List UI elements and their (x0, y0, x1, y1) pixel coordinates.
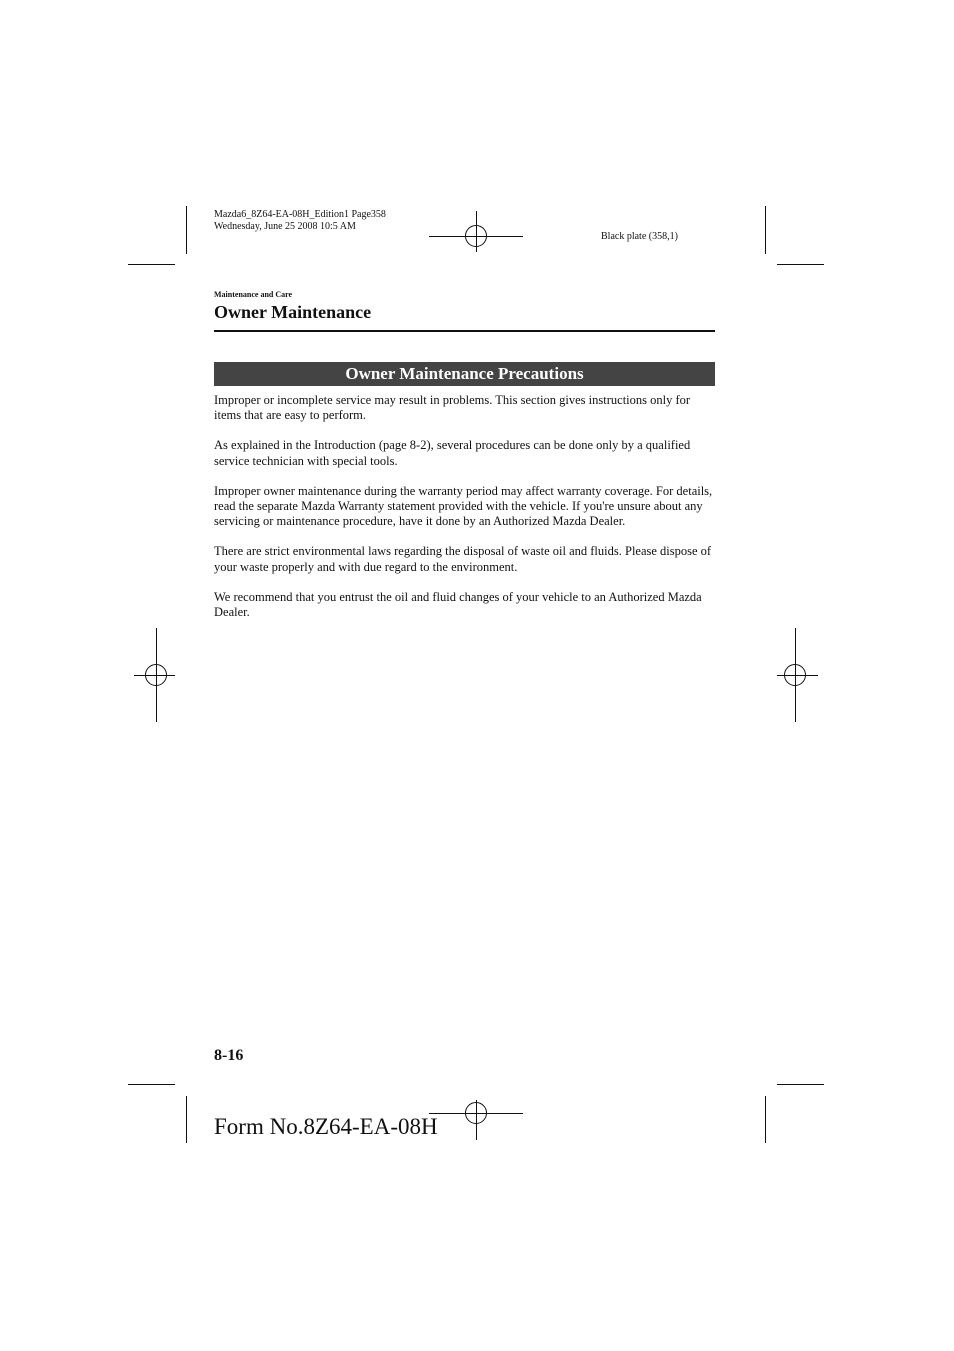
print-metadata-date: Wednesday, June 25 2008 10:5 AM (214, 221, 356, 232)
crop-mark-top-right-vertical (765, 206, 766, 254)
crop-mark-bottom-right-horizontal (777, 1084, 824, 1085)
crop-mark-bottom-left-horizontal (128, 1084, 175, 1085)
crop-mark-top-left-horizontal (128, 264, 175, 265)
title-rule (214, 330, 715, 332)
paragraph: As explained in the Introduction (page 8-2), several procedures can be done only by a qualified service technician with special tools. (214, 438, 691, 468)
crop-mark-top-right-horizontal (777, 264, 824, 265)
form-number: Form No.8Z64-EA-08H (214, 1114, 438, 1139)
paragraph: Improper or incomplete service may result in problems. This section gives instructions only for items that are easy to perform. (214, 393, 691, 423)
body-text (214, 393, 717, 635)
section-title: Owner Maintenance (214, 302, 372, 322)
crop-mark-bottom-right-vertical (765, 1096, 766, 1143)
print-metadata-file: Mazda6_8Z64-EA-08H_Edition1 Page358 (214, 209, 386, 220)
crop-mark-top-left-vertical (186, 206, 187, 254)
section-label: Maintenance and Care (214, 290, 293, 299)
plate-label: Black plate (358,1) (601, 231, 678, 242)
page-number: 8-16 (214, 1047, 244, 1064)
crop-mark-bottom-left-vertical (186, 1096, 187, 1143)
subsection-title: Owner Maintenance Precautions (214, 362, 715, 386)
paragraph: We recommend that you entrust the oil and fluid changes of your vehicle to an Authorized Mazda Dealer. (214, 589, 702, 620)
paragraph: Improper owner maintenance during the warranty period may affect warranty coverage. For details, read the separate Mazda Warranty statement provided with the vehicle. If you're unsure about any servicing or maintenance procedure, have it done by an Authorized Mazda Dealer. (214, 483, 713, 529)
print-metadata (214, 209, 386, 233)
paragraph: There are strict environmental laws regarding the disposal of waste oil and fluids. Please dispose of your waste properly and with due regard to the environment. (214, 544, 712, 574)
